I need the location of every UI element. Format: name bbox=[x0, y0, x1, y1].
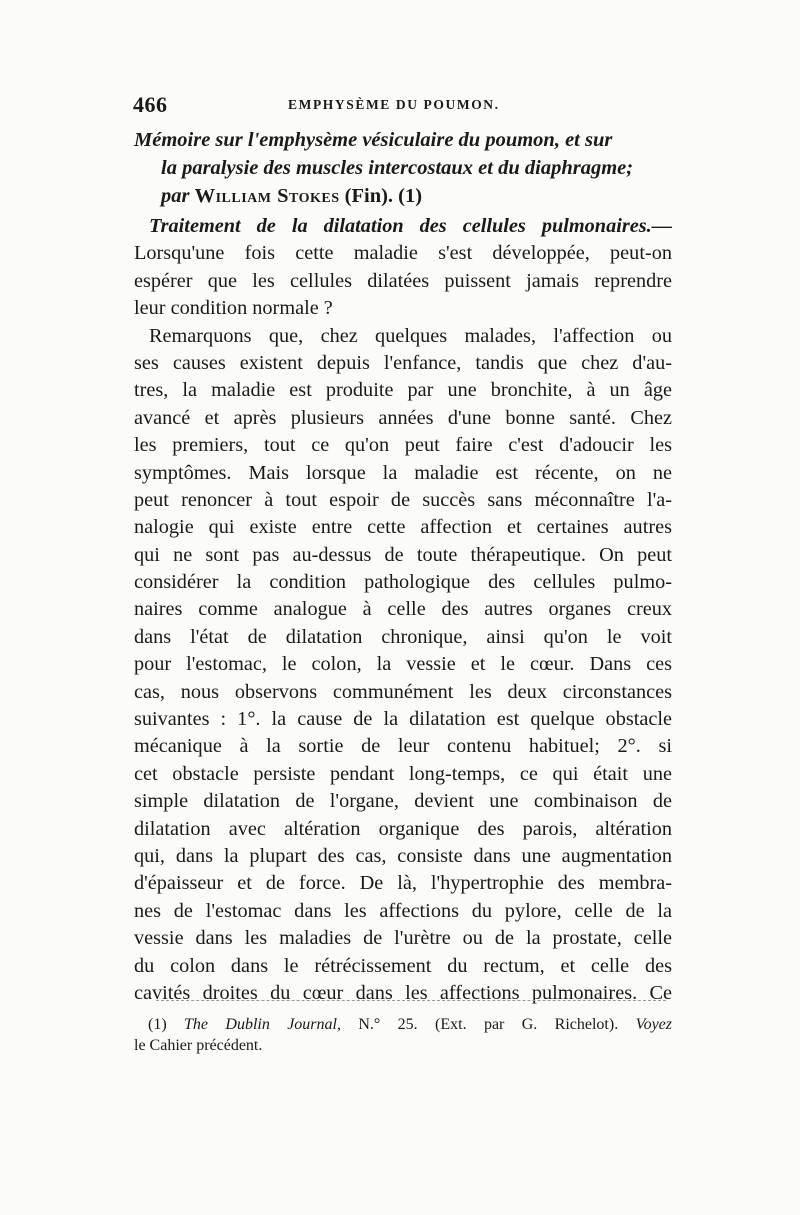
footnote-rule bbox=[156, 1000, 666, 1001]
body-line: considérer la condition pathologique des cellules pulmo- bbox=[134, 571, 672, 594]
body-line: qui ne sont pas au-dessus de toute thérapeutique. On peut bbox=[134, 543, 672, 566]
article-title-line-1: Mémoire sur l'emphysème vésiculaire du poumon, et sur bbox=[134, 129, 613, 151]
body-line: leur condition normale ? bbox=[134, 297, 333, 320]
footnote-line-2: le Cahier précédent. bbox=[134, 1037, 263, 1054]
body-line: cet obstacle persiste pendant long-temps, ce qui était une bbox=[134, 762, 672, 785]
body-line: espérer que les cellules dilatées puissent jamais reprendre bbox=[134, 269, 672, 292]
body-line: avancé et après plusieurs années d'une bonne santé. Chez bbox=[134, 406, 672, 429]
author-name: William Stokes bbox=[194, 185, 340, 207]
body-line: naires comme analogue à celle des autres organes creux bbox=[134, 598, 672, 621]
body-line: Remarquons que, chez quelques malades, l'affection ou bbox=[149, 324, 672, 347]
byline-prefix: par bbox=[161, 185, 190, 207]
body-text bbox=[134, 213, 672, 1007]
body-line: nes de l'estomac dans les affections du pylore, celle de la bbox=[134, 899, 672, 922]
body-line: peut renoncer à tout espoir de succès sans méconnaître l'a- bbox=[134, 488, 672, 511]
article-byline bbox=[134, 182, 682, 210]
section-heading: Traitement de la dilatation des cellules pulmonaires.— bbox=[149, 215, 672, 237]
body-line: simple dilatation de l'organe, devient une combinaison de bbox=[134, 790, 672, 813]
footnote-voyez: Voyez bbox=[635, 1016, 673, 1033]
footnote-marker: (1) bbox=[148, 1016, 167, 1033]
running-title: EMPHYSÈME DU POUMON. bbox=[288, 97, 500, 112]
body-line: nalogie qui existe entre cette affection et certaines autres bbox=[134, 516, 672, 539]
body-line: suivantes : 1°. la cause de la dilatation est quelque obstacle bbox=[134, 708, 672, 731]
body-line: d'épaisseur et de force. De là, l'hypertrophie des membra- bbox=[134, 872, 672, 895]
footnote-journal: The Dublin Journal bbox=[184, 1016, 337, 1033]
article-title-line-2: la paralysie des muscles intercostaux et du diaphragme; bbox=[161, 157, 634, 179]
body-line: tres, la maladie est produite par une bronchite, à un âge bbox=[134, 379, 672, 402]
byline-suffix: (Fin). (1) bbox=[344, 185, 423, 207]
body-line: cavités droites du cœur dans les affections pulmonaires. Ce bbox=[134, 981, 672, 1004]
footnote bbox=[134, 1014, 672, 1056]
body-line: vessie dans les maladies de l'urètre ou de la prostate, celle bbox=[134, 927, 672, 950]
body-line: qui, dans la plupart des cas, consiste dans une augmentation bbox=[134, 844, 672, 867]
body-line: les premiers, tout ce qu'on peut faire c'est d'adoucir les bbox=[134, 434, 672, 457]
footnote-line-1 bbox=[134, 1014, 672, 1035]
body-line: dans l'état de dilatation chronique, ainsi qu'on le voit bbox=[134, 625, 672, 648]
body-line: ses causes existent depuis l'enfance, tandis que chez d'au- bbox=[134, 351, 672, 374]
page-number: 466 bbox=[133, 92, 168, 117]
body-line: Lorsqu'une fois cette maladie s'est développée, peut-on bbox=[134, 242, 672, 265]
body-line: cas, nous observons communément les deux circonstances bbox=[134, 680, 672, 703]
body-line: pour l'estomac, le colon, la vessie et le cœur. Dans ces bbox=[134, 653, 672, 676]
article-title bbox=[134, 126, 682, 210]
body-line: dilatation avec altération organique des parois, altération bbox=[134, 817, 672, 840]
body-line: mécanique à la sortie de leur contenu habituel; 2°. si bbox=[134, 735, 672, 758]
body-line: symptômes. Mais lorsque la maladie est récente, on ne bbox=[134, 461, 672, 484]
running-head bbox=[133, 92, 678, 122]
body-line: du colon dans le rétrécissement du rectum, et celle des bbox=[134, 954, 672, 977]
footnote-reference: , N.° 25. (Ext. par G. Richelot). bbox=[336, 1016, 619, 1033]
section-heading-line bbox=[134, 213, 672, 240]
